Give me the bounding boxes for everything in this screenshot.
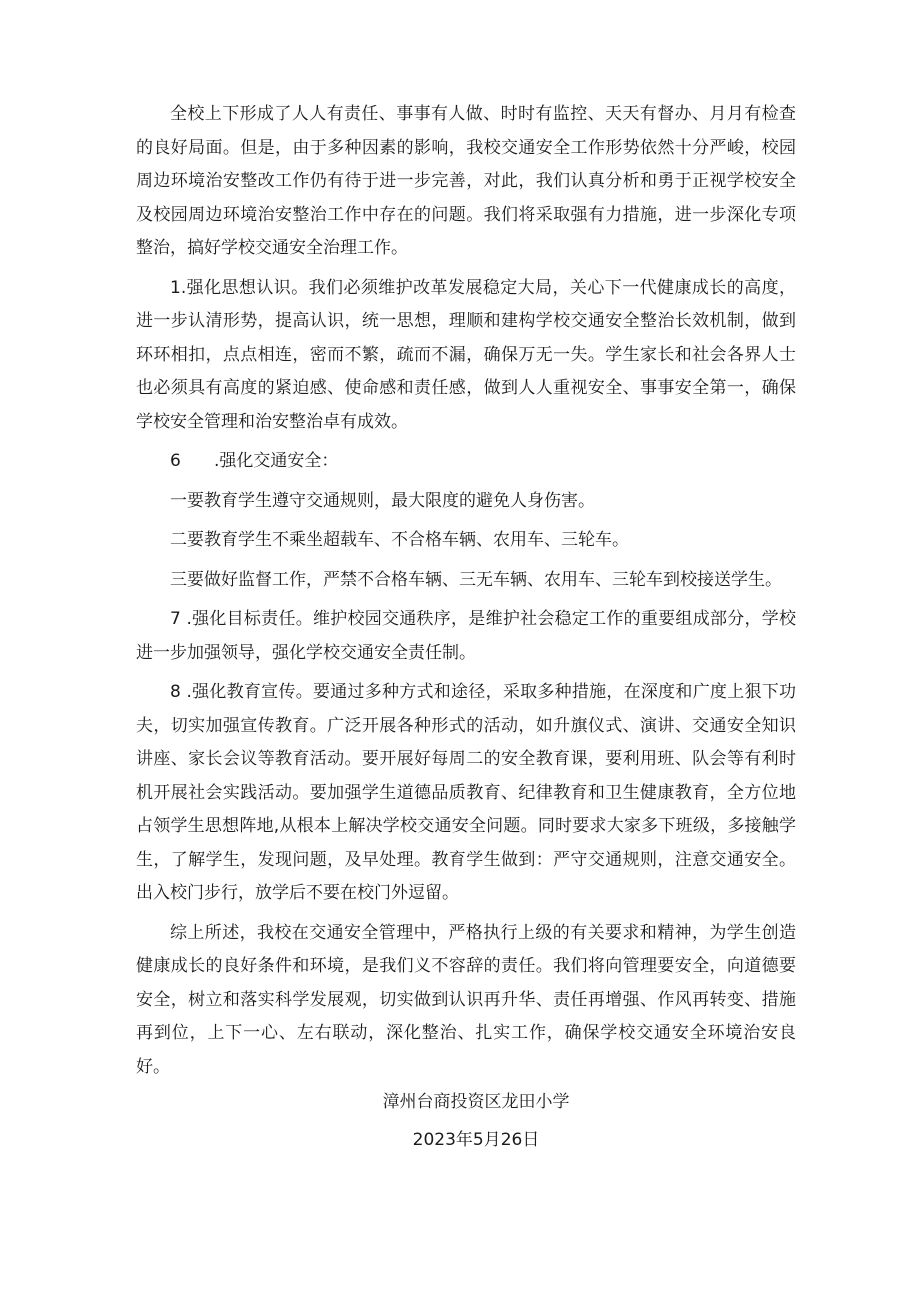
document-page — [136, 98, 796, 1157]
item-6-line-3: 三要做好监督工作，严禁不合格车辆、三无车辆、农用车、三轮车到校接送学生。 — [170, 569, 782, 590]
signature-school: 漳州台商投资区龙田小学 — [382, 1092, 570, 1112]
item-8-paragraph: 8 .强化教育宣传。要通过多种方式和途径，采取多种措施，在深度和广度上狠下功夫，切实加强宣传教育。广泛开展各种形式的活动，如升旗仪式、演讲、交通安全知识讲座、家长会议等教育活动。要开展好每周二的安全教育课，要利用班、队会等有利时机开展社会实践活动。要加强学生道德品质教育、纪律教育和卫生健康教育，全方位地占领学生思想阵地,从根本上解决学校交通安全问题。同时要求大家多下班级，多接触学生，了解学生，发现问题，及早处理。教育学生做到：严守交通规则，注意交通安全。出入校门步行，放学后不要在校门外逗留。 — [136, 682, 796, 903]
item-1-paragraph: 1.强化思想认识。我们必须维护改革发展稳定大局，关心下一代健康成长的高度，进一步认清形势，提高认识，统一思想，理顺和建构学校交通安全整治长效机制，做到环环相扣，点点相连，密而不繁，疏而不漏，确保万无一失。学生家长和社会各界人士也必须具有高度的紧迫感、使命感和责任感，做到人人重视安全、事事安全第一，确保学校安全管理和治安整治卓有成效。 — [136, 277, 796, 432]
item-7-paragraph: 7 .强化目标责任。维护校园交通秩序，是维护社会稳定工作的重要组成部分，学校进一步加强领导，强化学校交通安全责任制。 — [136, 609, 796, 663]
item-6-line-1: 一要教育学生遵守交通规则，最大限度的避免人身伤害。 — [170, 490, 595, 511]
item-6-number: 6 — [170, 451, 181, 471]
signature-date: 2023年5月26日 — [412, 1129, 540, 1150]
item-6-heading — [136, 445, 796, 479]
item-6-title: .强化交通安全： — [214, 451, 339, 471]
item-6-line-2: 二要教育学生不乘坐超载车、不合格车辆、农用车、三轮车。 — [170, 530, 629, 550]
conclusion-paragraph: 综上所述，我校在交通安全管理中，严格执行上级的有关要求和精神，为学生创造健康成长的良好条件和环境，是我们义不容辞的责任。我们将向管理要安全，向道德要安全，树立和落实科学发展观，切实做到认识再升华、责任再增强、作风再转变、措施再到位，上下一心、左右联动，深化整治、扎实工作，确保学校交通安全环境治安良好。 — [136, 922, 796, 1077]
intro-paragraph: 全校上下形成了人人有责任、事事有人做、时时有监控、天天有督办、月月有检查的良好局面。但是，由于多种因素的影响，我校交通安全工作形势依然十分严峻，校园周边环境治安整改工作仍有待于进一步完善，对此，我们认真分析和勇于正视学校安全及校园周边环境治安整治工作中存在的问题。我们将采取强有力措施，进一步深化专项整治，搞好学校交通安全治理工作。 — [136, 104, 796, 258]
